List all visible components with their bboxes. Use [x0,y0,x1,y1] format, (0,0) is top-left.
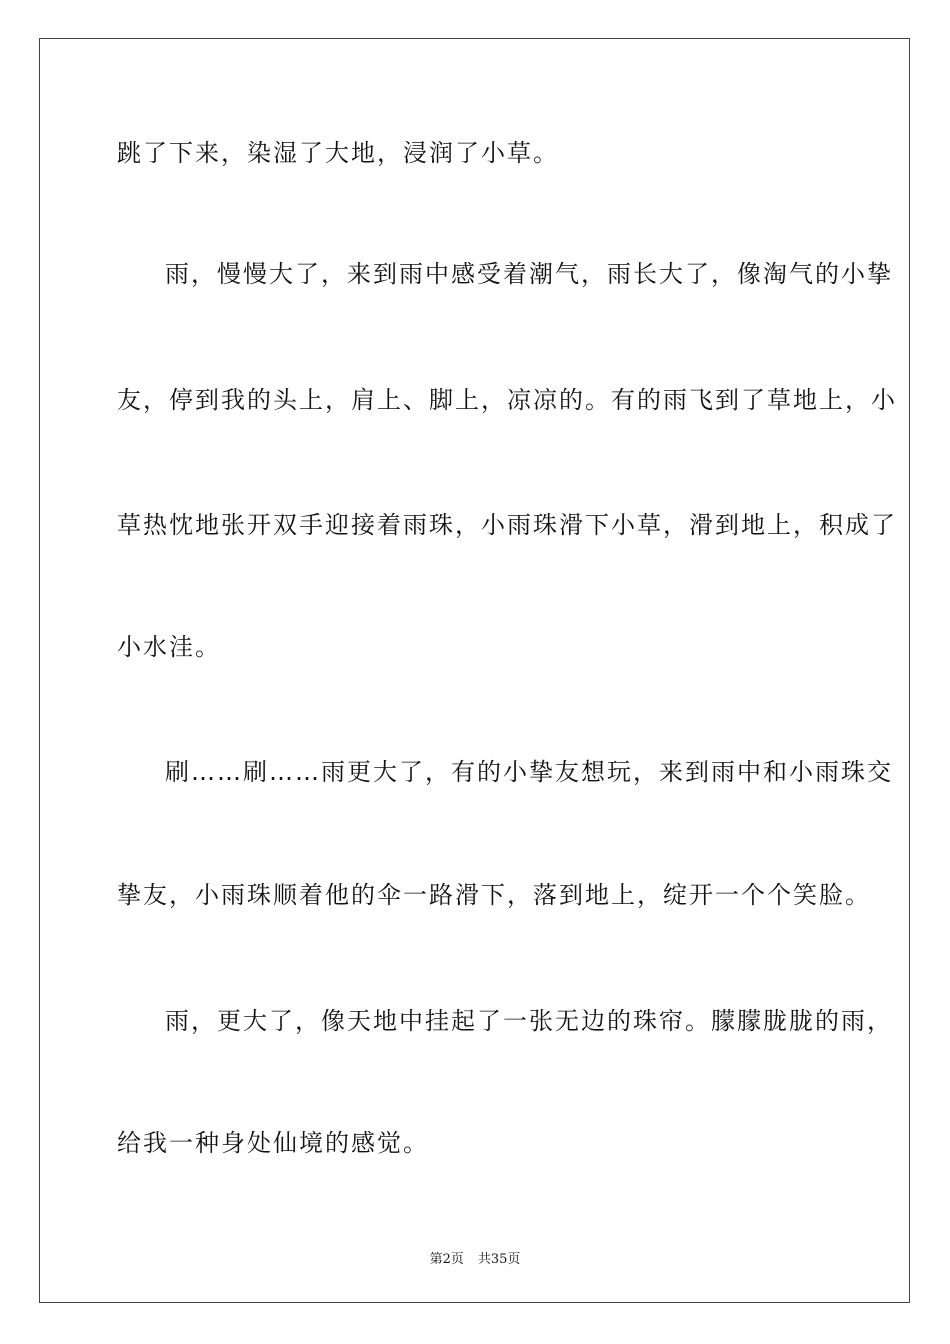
page-footer [0,1248,950,1267]
text-line: 友，停到我的头上，肩上、脚上，凉凉的。有的雨飞到了草地上，小 [117,386,897,414]
page-number: 第2页 [429,1252,464,1267]
paragraph-start-line: 雨，慢慢大了，来到雨中感受着潮气，雨长大了，像淘气的小挚 [165,260,893,288]
text-line: 草热忱地张开双手迎接着雨珠，小雨珠滑下小草，滑到地上，积成了 [117,511,897,539]
page-border [39,38,910,1303]
text-line: 挚友，小雨珠顺着他的伞一路滑下，落到地上，绽开一个个笑脸。 [117,881,871,909]
text-line: 给我一种身处仙境的感觉。 [117,1129,429,1157]
paragraph-start-line: 雨，更大了，像天地中挂起了一张无边的珠帘。朦朦胧胧的雨， [165,1007,893,1035]
paragraph-start-line: 刷……刷……雨更大了，有的小挚友想玩，来到雨中和小雨珠交 [165,758,893,786]
page-total: 共35页 [477,1252,521,1267]
text-line: 跳了下来，染湿了大地，浸润了小草。 [117,139,559,167]
text-line: 小水洼。 [117,633,221,661]
